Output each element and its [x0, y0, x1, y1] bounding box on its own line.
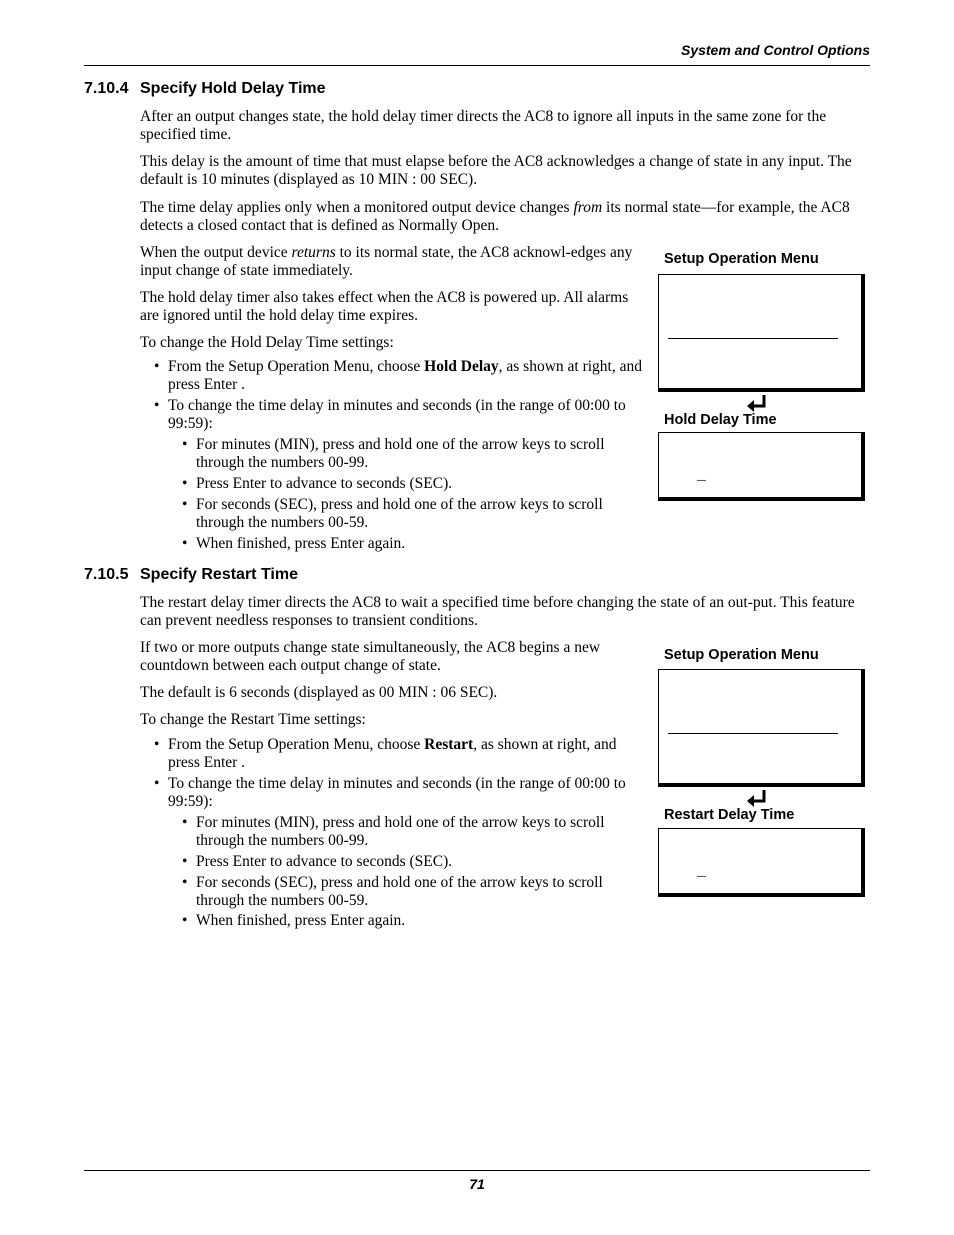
emphasis: returns: [291, 244, 336, 261]
sub-bullet-item: • When finished, press Enter again.: [182, 912, 406, 929]
enter-key-icon: [746, 394, 768, 414]
figure-title-setup-menu: Setup Operation Menu: [664, 251, 819, 267]
lcd-display-setup-menu: [658, 669, 865, 787]
paragraph: The default is 6 seconds (displayed as 00 MIN : 06 SEC).: [140, 684, 498, 701]
sub-bullet-item: • For minutes (MIN), press and hold one of the arrow keys to scroll through the numbers 00-99.: [182, 436, 605, 471]
emphasis: from: [573, 199, 603, 216]
figure-title-restart-delay: Restart Delay Time: [664, 807, 795, 823]
lcd-display-hold-delay: [658, 432, 865, 501]
running-header: System and Control Options: [680, 42, 870, 58]
menu-option-name: Restart: [424, 736, 474, 753]
text-run: When finished, press Enter again.: [196, 912, 406, 929]
section-heading-restart: [84, 566, 298, 584]
menu-option-name: Hold Delay: [424, 358, 499, 375]
paragraph: [140, 199, 870, 235]
text-run: its normal state—for example, the AC8 detects a closed contact that is defined as Normally Open.: [140, 199, 850, 234]
paragraph: The hold delay timer also takes effect when the AC8 is powered up. All alarms are ignored until the hold delay time expires.: [140, 289, 629, 324]
sub-bullet-item: • For minutes (MIN), press and hold one of the arrow keys to scroll through the numbers 00-99.: [182, 814, 605, 849]
lcd-display-restart-delay: [658, 828, 865, 897]
section-title: Specify Hold Delay Time: [140, 80, 326, 97]
enter-key-icon: [746, 789, 768, 809]
text-run: For seconds (SEC), press and hold one of the arrow keys to scroll through the numbers 00-59.: [196, 496, 603, 531]
sub-bullet-item: • Press Enter to advance to seconds (SEC).: [182, 475, 453, 492]
paragraph: This delay is the amount of time that must elapse before the AC8 acknowledges a change of state in any input. The default is 10 minutes (displayed as 10 MIN : 00 SEC).: [140, 153, 852, 188]
text-run: For seconds (SEC), press and hold one of the arrow keys to scroll through the numbers 00-59.: [196, 874, 603, 909]
lcd-display-setup-menu: [658, 274, 865, 392]
text-run: From the Setup Operation Menu, choose: [168, 358, 425, 375]
text-run: For minutes (MIN), press and hold one of the arrow keys to scroll through the numbers 00-99.: [196, 436, 605, 471]
text-run: For minutes (MIN), press and hold one of the arrow keys to scroll through the numbers 00-99.: [196, 814, 605, 849]
bullet-item: • To change the time delay in minutes and seconds (in the range of 00:00 to 99:59):: [154, 775, 626, 810]
text-run: To change the time delay in minutes and seconds (in the range of 00:00 to 99:59):: [168, 397, 626, 432]
section-number: 7.10.5: [84, 566, 129, 583]
sub-bullet-item: • For seconds (SEC), press and hold one of the arrow keys to scroll through the numbers 00-59.: [182, 496, 603, 531]
section-title: Specify Restart Time: [140, 566, 298, 583]
text-run: Press Enter to advance to seconds (SEC).: [196, 853, 453, 870]
text-run: , as shown at right, and press Enter .: [168, 358, 642, 393]
page-number: 71: [469, 1176, 485, 1192]
text-run: to its normal state, the AC8 acknowl-edges any input change of state immediately.: [140, 244, 633, 279]
text-run: The time delay applies only when a monitored output device changes: [140, 199, 574, 216]
sub-bullet-item: • Press Enter to advance to seconds (SEC).: [182, 853, 453, 870]
text-run: Press Enter to advance to seconds (SEC).: [196, 475, 453, 492]
lcd-cursor: _: [697, 467, 707, 484]
sub-bullet-item: • For seconds (SEC), press and hold one of the arrow keys to scroll through the numbers 00-59.: [182, 874, 603, 909]
section-number: 7.10.4: [84, 80, 129, 97]
footer-rule: [84, 1170, 870, 1171]
paragraph: [140, 244, 650, 280]
lcd-highlight-line: [668, 733, 838, 734]
paragraph: To change the Hold Delay Time settings:: [140, 334, 394, 351]
section-heading-hold-delay: [84, 80, 326, 98]
figure-title-hold-delay: Hold Delay Time: [664, 412, 777, 428]
bullet-item: • From the Setup Operation Menu, choose Restart, as shown at right, and press Enter .: [154, 736, 617, 771]
text-run: , as shown at right, and press Enter .: [168, 736, 617, 771]
paragraph: The restart delay timer directs the AC8 to wait a specified time before changing the state of an out-put. This feature can prevent needless responses to transient conditions.: [140, 594, 855, 629]
paragraph: After an output changes state, the hold delay timer directs the AC8 to ignore all inputs in the same zone for the specified time.: [140, 108, 827, 143]
lcd-cursor: _: [697, 863, 707, 880]
figure-title-setup-menu: Setup Operation Menu: [664, 647, 819, 663]
text-run: From the Setup Operation Menu, choose: [168, 736, 425, 753]
sub-bullet-item: • When finished, press Enter again.: [182, 535, 406, 552]
text-run: When the output device: [140, 244, 292, 261]
text-run: When finished, press Enter again.: [196, 535, 406, 552]
header-rule: [84, 65, 870, 66]
paragraph: To change the Restart Time settings:: [140, 711, 366, 728]
paragraph: If two or more outputs change state simultaneously, the AC8 begins a new countdown between each output change of state.: [140, 639, 601, 674]
lcd-highlight-line: [668, 338, 838, 339]
bullet-item: • To change the time delay in minutes and seconds (in the range of 00:00 to 99:59):: [154, 397, 626, 432]
text-run: To change the time delay in minutes and seconds (in the range of 00:00 to 99:59):: [168, 775, 626, 810]
bullet-item: • From the Setup Operation Menu, choose Hold Delay, as shown at right, and press Enter .: [154, 358, 642, 393]
